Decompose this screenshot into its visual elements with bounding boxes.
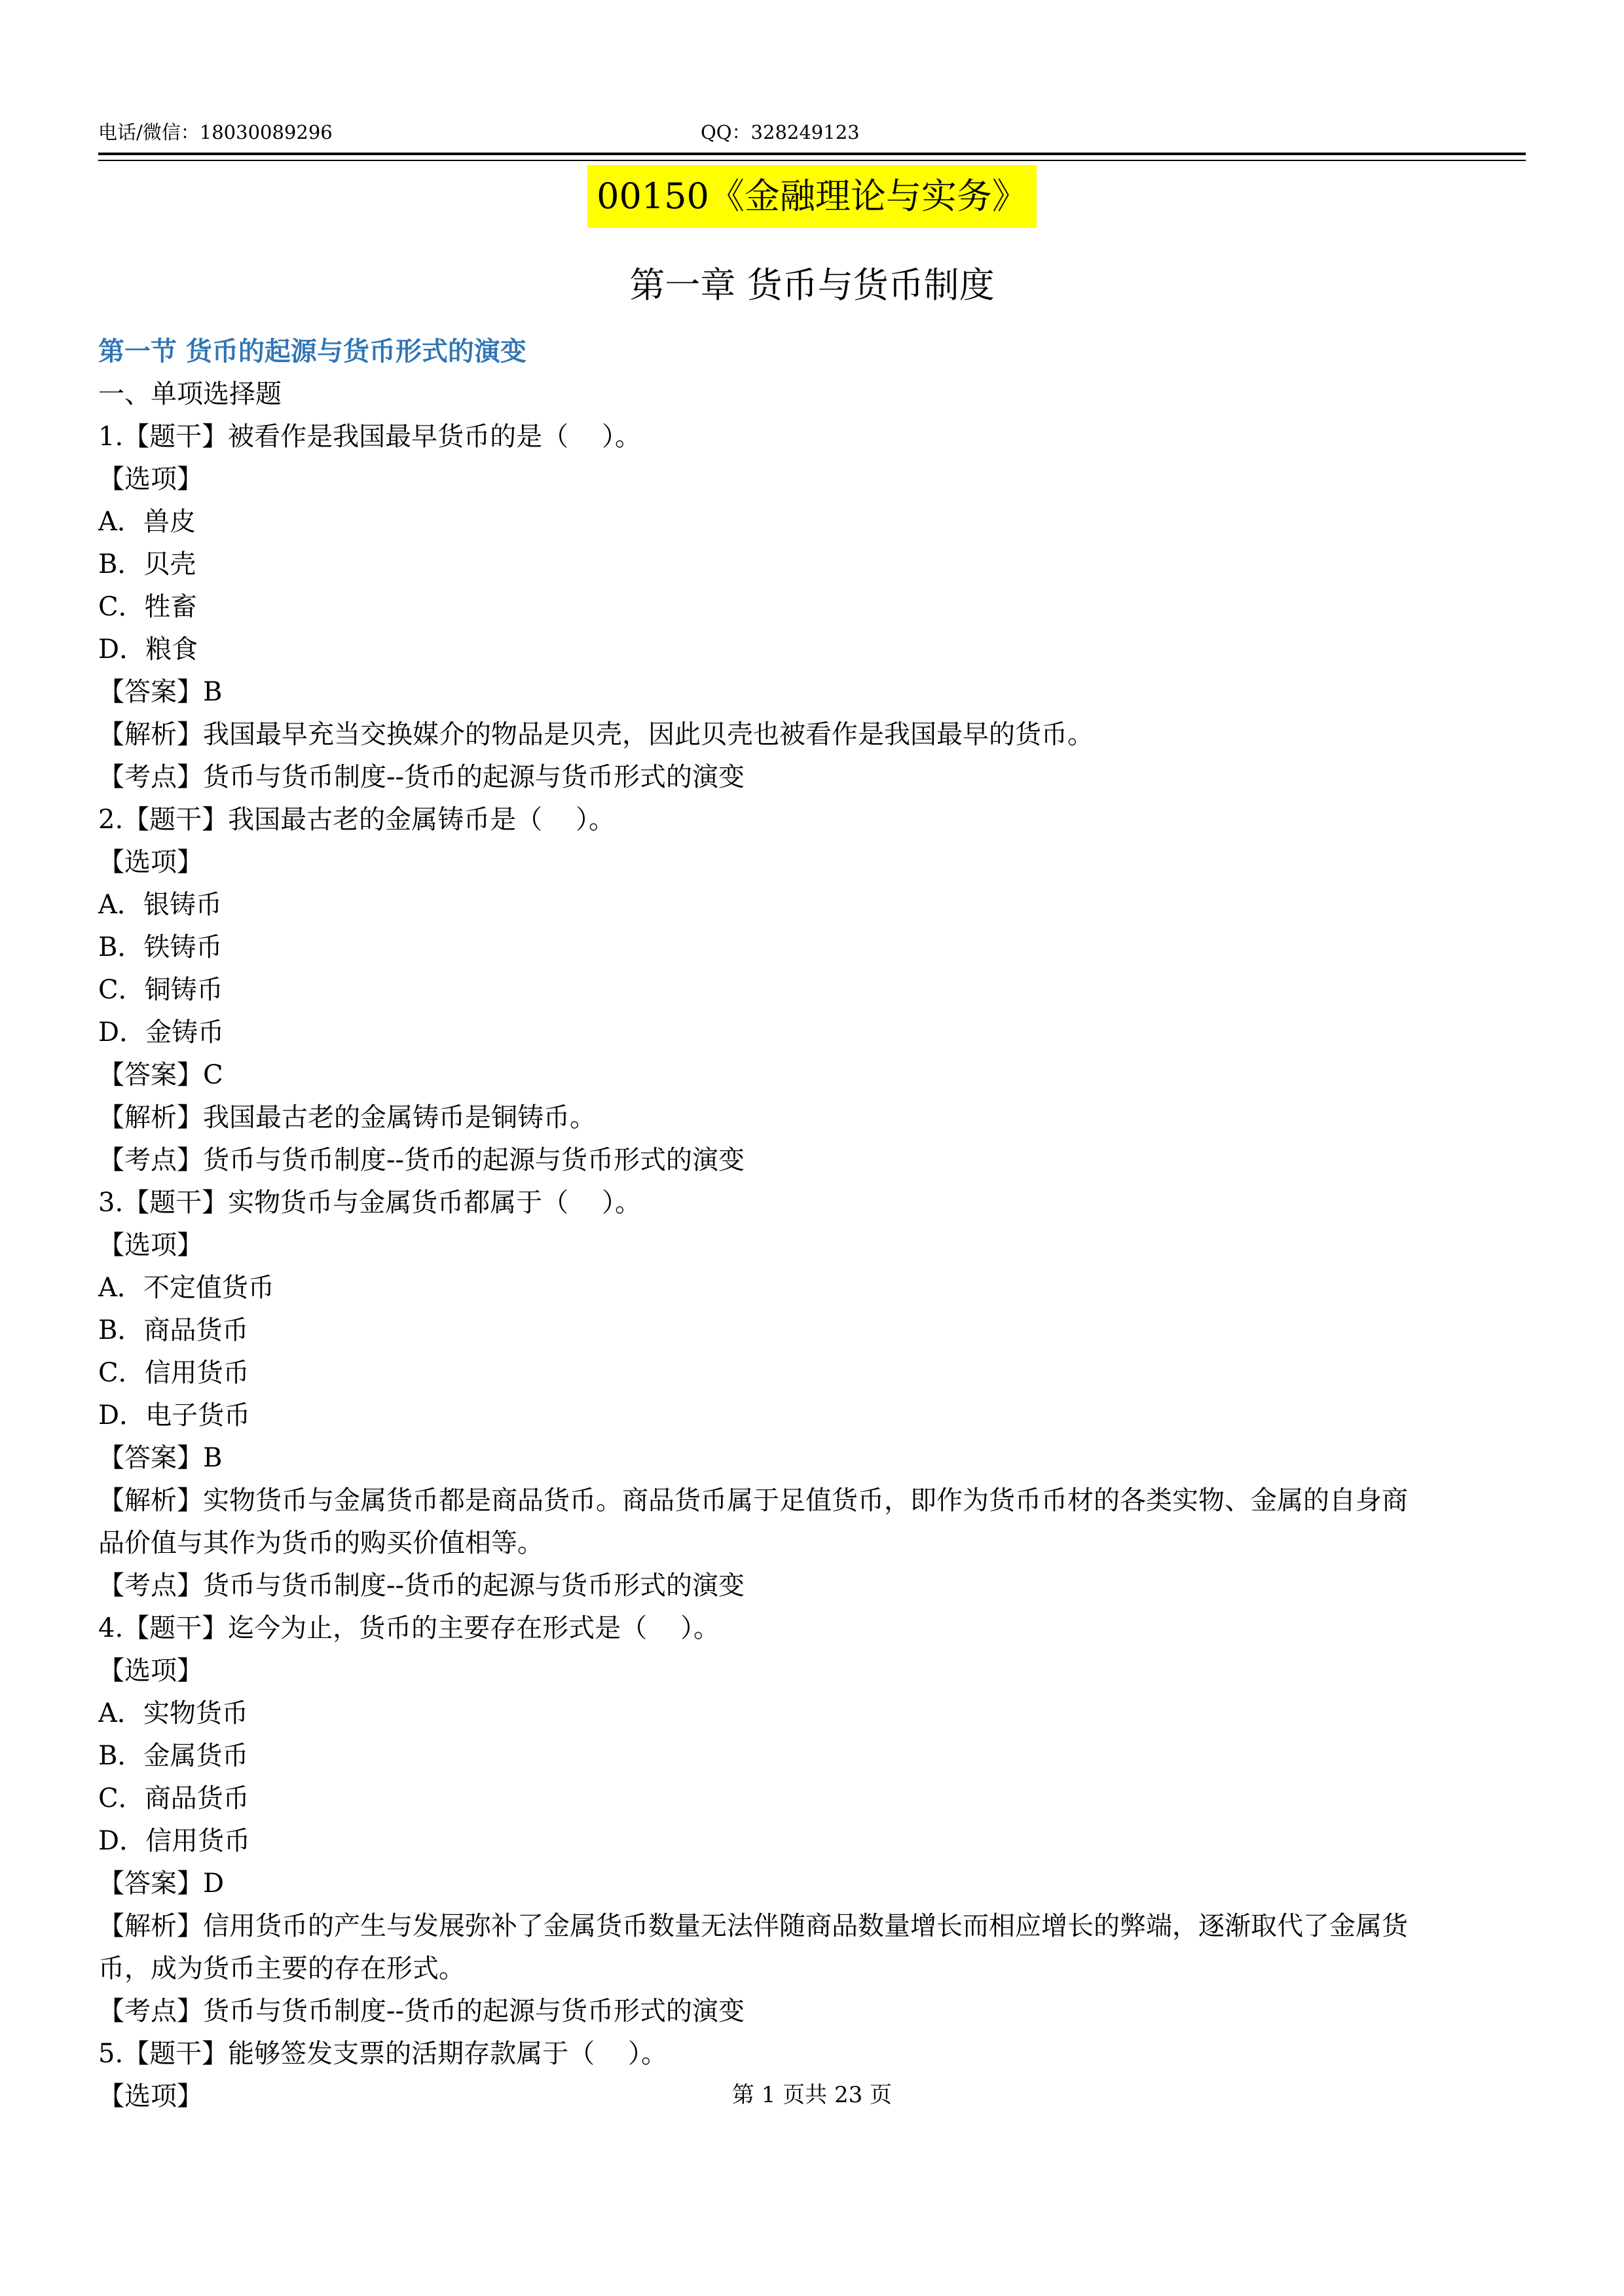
content-line: 4.【题干】迄今为止，货币的主要存在形式是（ ）。 (98, 1613, 720, 1643)
page-header (98, 118, 1526, 147)
header-phone-wechat: 电话/微信：18030089296 (98, 121, 333, 143)
content-line: 【考点】货币与货币制度--货币的起源与货币形式的演变 (98, 762, 745, 792)
content-line: 一、单项选择题 (98, 379, 282, 409)
document-title: 00150《金融理论与实务》 (587, 165, 1037, 228)
content-line: D．信用货币 (98, 1826, 251, 1856)
header-rule-thin (98, 160, 1526, 161)
content-line: 【选项】 (98, 1656, 203, 1686)
content-line: C．牲畜 (98, 592, 197, 622)
content-line: 3.【题干】实物货币与金属货币都属于（ ）。 (98, 1188, 642, 1218)
question-list (98, 373, 1526, 2118)
content-line: 【考点】货币与货币制度--货币的起源与货币形式的演变 (98, 1996, 745, 2026)
content-line: 【选项】 (98, 847, 203, 877)
content-line: 币，成为货币主要的存在形式。 (98, 1954, 465, 1984)
page-footer: 第 1 页共 23 页 (731, 2082, 893, 2108)
content-line: 【解析】我国最古老的金属铸币是铜铸币。 (98, 1102, 596, 1133)
content-line: 【答案】C (98, 1060, 223, 1090)
content-line: D．电子货币 (98, 1400, 251, 1430)
section-heading: 第一节 货币的起源与货币形式的演变 (98, 337, 526, 367)
content-line: C．信用货币 (98, 1358, 249, 1388)
content-line: 品价值与其作为货币的购买价值相等。 (98, 1528, 544, 1558)
content-line: C．铜铸币 (98, 975, 223, 1005)
content-line: A．实物货币 (98, 1698, 248, 1728)
content-line: B．贝壳 (98, 549, 196, 579)
content-line: 【答案】B (98, 677, 223, 707)
content-line: 【解析】信用货币的产生与发展弥补了金属货币数量无法伴随商品数量增长而相应增长的弊端，逐渐取代了金属货 (98, 1911, 1408, 1941)
content-line: D．粮食 (98, 634, 198, 665)
document-title-wrapper (0, 165, 1624, 228)
content-line: B．商品货币 (98, 1315, 249, 1345)
content-line: 【解析】我国最早充当交换媒介的物品是贝壳，因此贝壳也被看作是我国最早的货币。 (98, 720, 1094, 750)
content-line: 【选项】 (98, 1230, 203, 1260)
content-line: 【答案】D (98, 1868, 225, 1899)
content-line: 2.【题干】我国最古老的金属铸币是（ ）。 (98, 805, 616, 835)
content-line: 【考点】货币与货币制度--货币的起源与货币形式的演变 (98, 1145, 745, 1175)
content-line: B．铁铸币 (98, 932, 223, 962)
content-line: 【选项】 (98, 2081, 203, 2111)
content-line: 5.【题干】能够签发支票的活期存款属于（ ）。 (98, 2039, 668, 2069)
content-line: 【答案】B (98, 1443, 223, 1473)
content-line: 【考点】货币与货币制度--货币的起源与货币形式的演变 (98, 1571, 745, 1601)
chapter-heading: 第一章 货币与货币制度 (629, 264, 995, 306)
content-line: 1.【题干】被看作是我国最早货币的是（ ）。 (98, 422, 642, 452)
content-line: A．银铸币 (98, 890, 222, 920)
content-line: 【解析】实物货币与金属货币都是商品货币。商品货币属于足值货币，即作为货币币材的各类实物、金属的自身商 (98, 1485, 1408, 1516)
header-qq: QQ：328249123 (701, 121, 860, 143)
content-line: A．兽皮 (98, 507, 196, 537)
content-line: 【选项】 (98, 464, 203, 494)
content-line: A．不定值货币 (98, 1273, 274, 1303)
header-rule-thick (98, 153, 1526, 155)
content-line: C．商品货币 (98, 1783, 249, 1813)
content-line: B．金属货币 (98, 1741, 249, 1771)
content-line: D．金铸币 (98, 1017, 225, 1048)
